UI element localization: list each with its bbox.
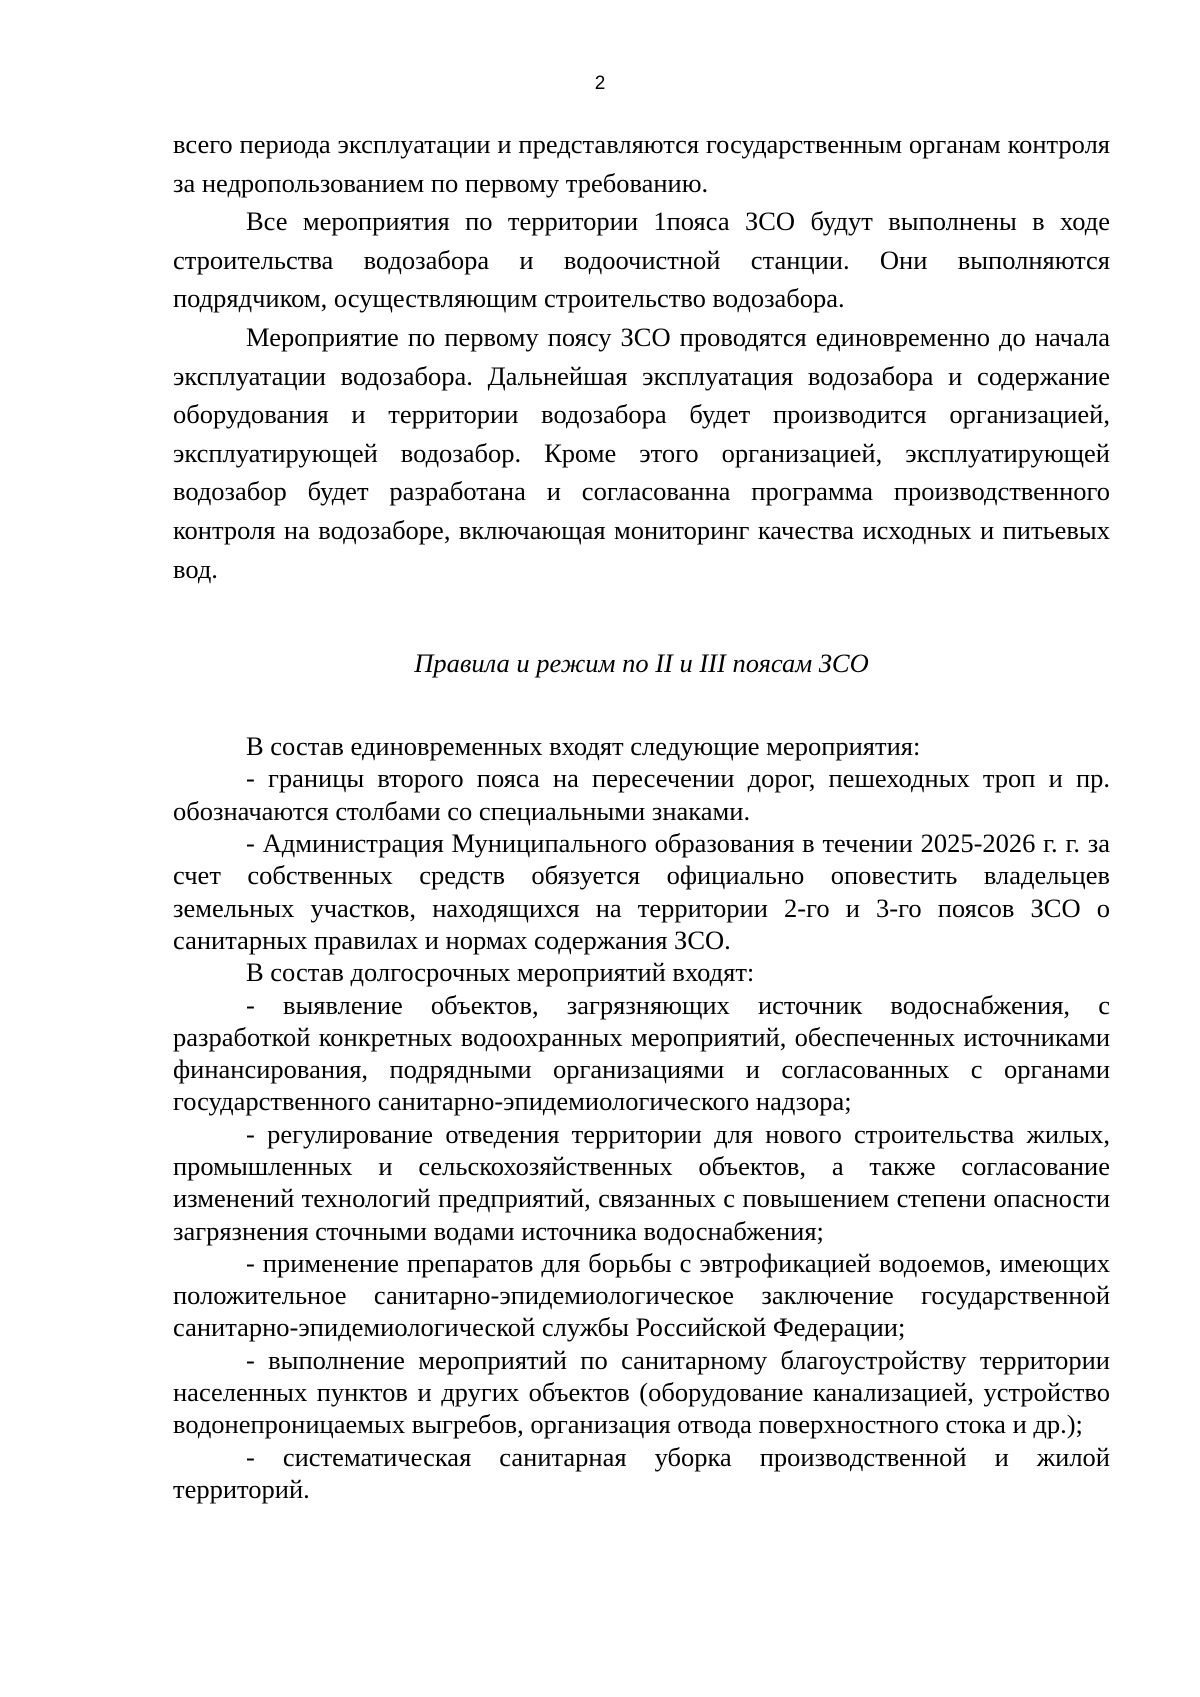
paragraph-first-belt-measures: Все мероприятия по территории 1пояса ЗСО будут выполнены в ходе строительства водозабора и водоочистной станции. Они выполняются подрядчиком, осуществляющим строительство водозабора.	[173, 206, 1110, 314]
section-first-belt	[173, 125, 1110, 588]
section-heading: Правила и режим по II и III поясам ЗСО	[414, 648, 869, 679]
paragraph-continuation: всего периода эксплуатации и представляются государственным органам контроля за недропользованием по первому требованию.	[173, 129, 1110, 198]
paragraph-first-belt-timing: Мероприятие по первому поясу ЗСО проводятся единовременно до начала эксплуатации водозабора. Дальнейшая эксплуатация водозабора и содержание оборудования и территории водозабора будет производится организацией, эксплуатирующей водозабор. Кроме этого организацией, эксплуатирующей водозабор будет разработана и согласованна программа производственного контроля на водозаборе, включающая мониторинг качества исходных и питьевых вод.	[173, 321, 1110, 584]
paragraph-long-term-intro: В состав долгосрочных мероприятий входят:	[246, 957, 755, 988]
list-item-identify-polluters: - выявление объектов, загрязняющих источник водоснабжения, с разработкой конкретных водоохранных мероприятий, обеспеченных источниками финансирования, подрядными организациями и согласованных с органами государственного санитарно-эпидемиологического надзора;	[173, 989, 1110, 1117]
document-body	[173, 125, 1110, 1505]
list-item-sanitary-cleaning: - систематическая санитарная уборка производственной и жилой территорий.	[173, 1441, 1110, 1504]
section-second-third-belts	[173, 730, 1110, 1505]
paragraph-one-time-intro: В состав единовременных входят следующие мероприятия:	[246, 731, 921, 762]
list-item-sanitary-improvement: - выполнение мероприятий по санитарному благоустройству территории населенных пунктов и других объектов (оборудование канализацией, устройство водонепроницаемых выгребов, организация отвода поверхностного стока и др.);	[173, 1344, 1110, 1440]
list-item-eutrophication: - применение препаратов для борьбы с эвтрофикацией водоемов, имеющих положительное санитарно-эпидемиологическое заключение государственной санитарно-эпидемиологической службы Российской Федерации;	[173, 1247, 1110, 1343]
list-item-land-allocation: - регулирование отведения территории для нового строительства жилых, промышленных и сельскохозяйственных объектов, а также согласование изменений технологий предприятий, связанных с повышением степени опасности загрязнения сточными водами источника водоснабжения;	[173, 1118, 1110, 1246]
page-number: 2	[594, 73, 606, 94]
list-item-administration-notice: - Администрация Муниципального образования в течении 2025-2026 г. г. за счет собственных средств обязуется официально оповестить владельцев земельных участков, находящихся на территории 2-го и 3-го поясов ЗСО о санитарных правилах и нормах содержания ЗСО.	[173, 828, 1110, 955]
list-item-boundary-markers: - границы второго пояса на пересечении дорог, пешеходных троп и пр. обозначаются столбами со специальными знаками.	[173, 763, 1110, 826]
